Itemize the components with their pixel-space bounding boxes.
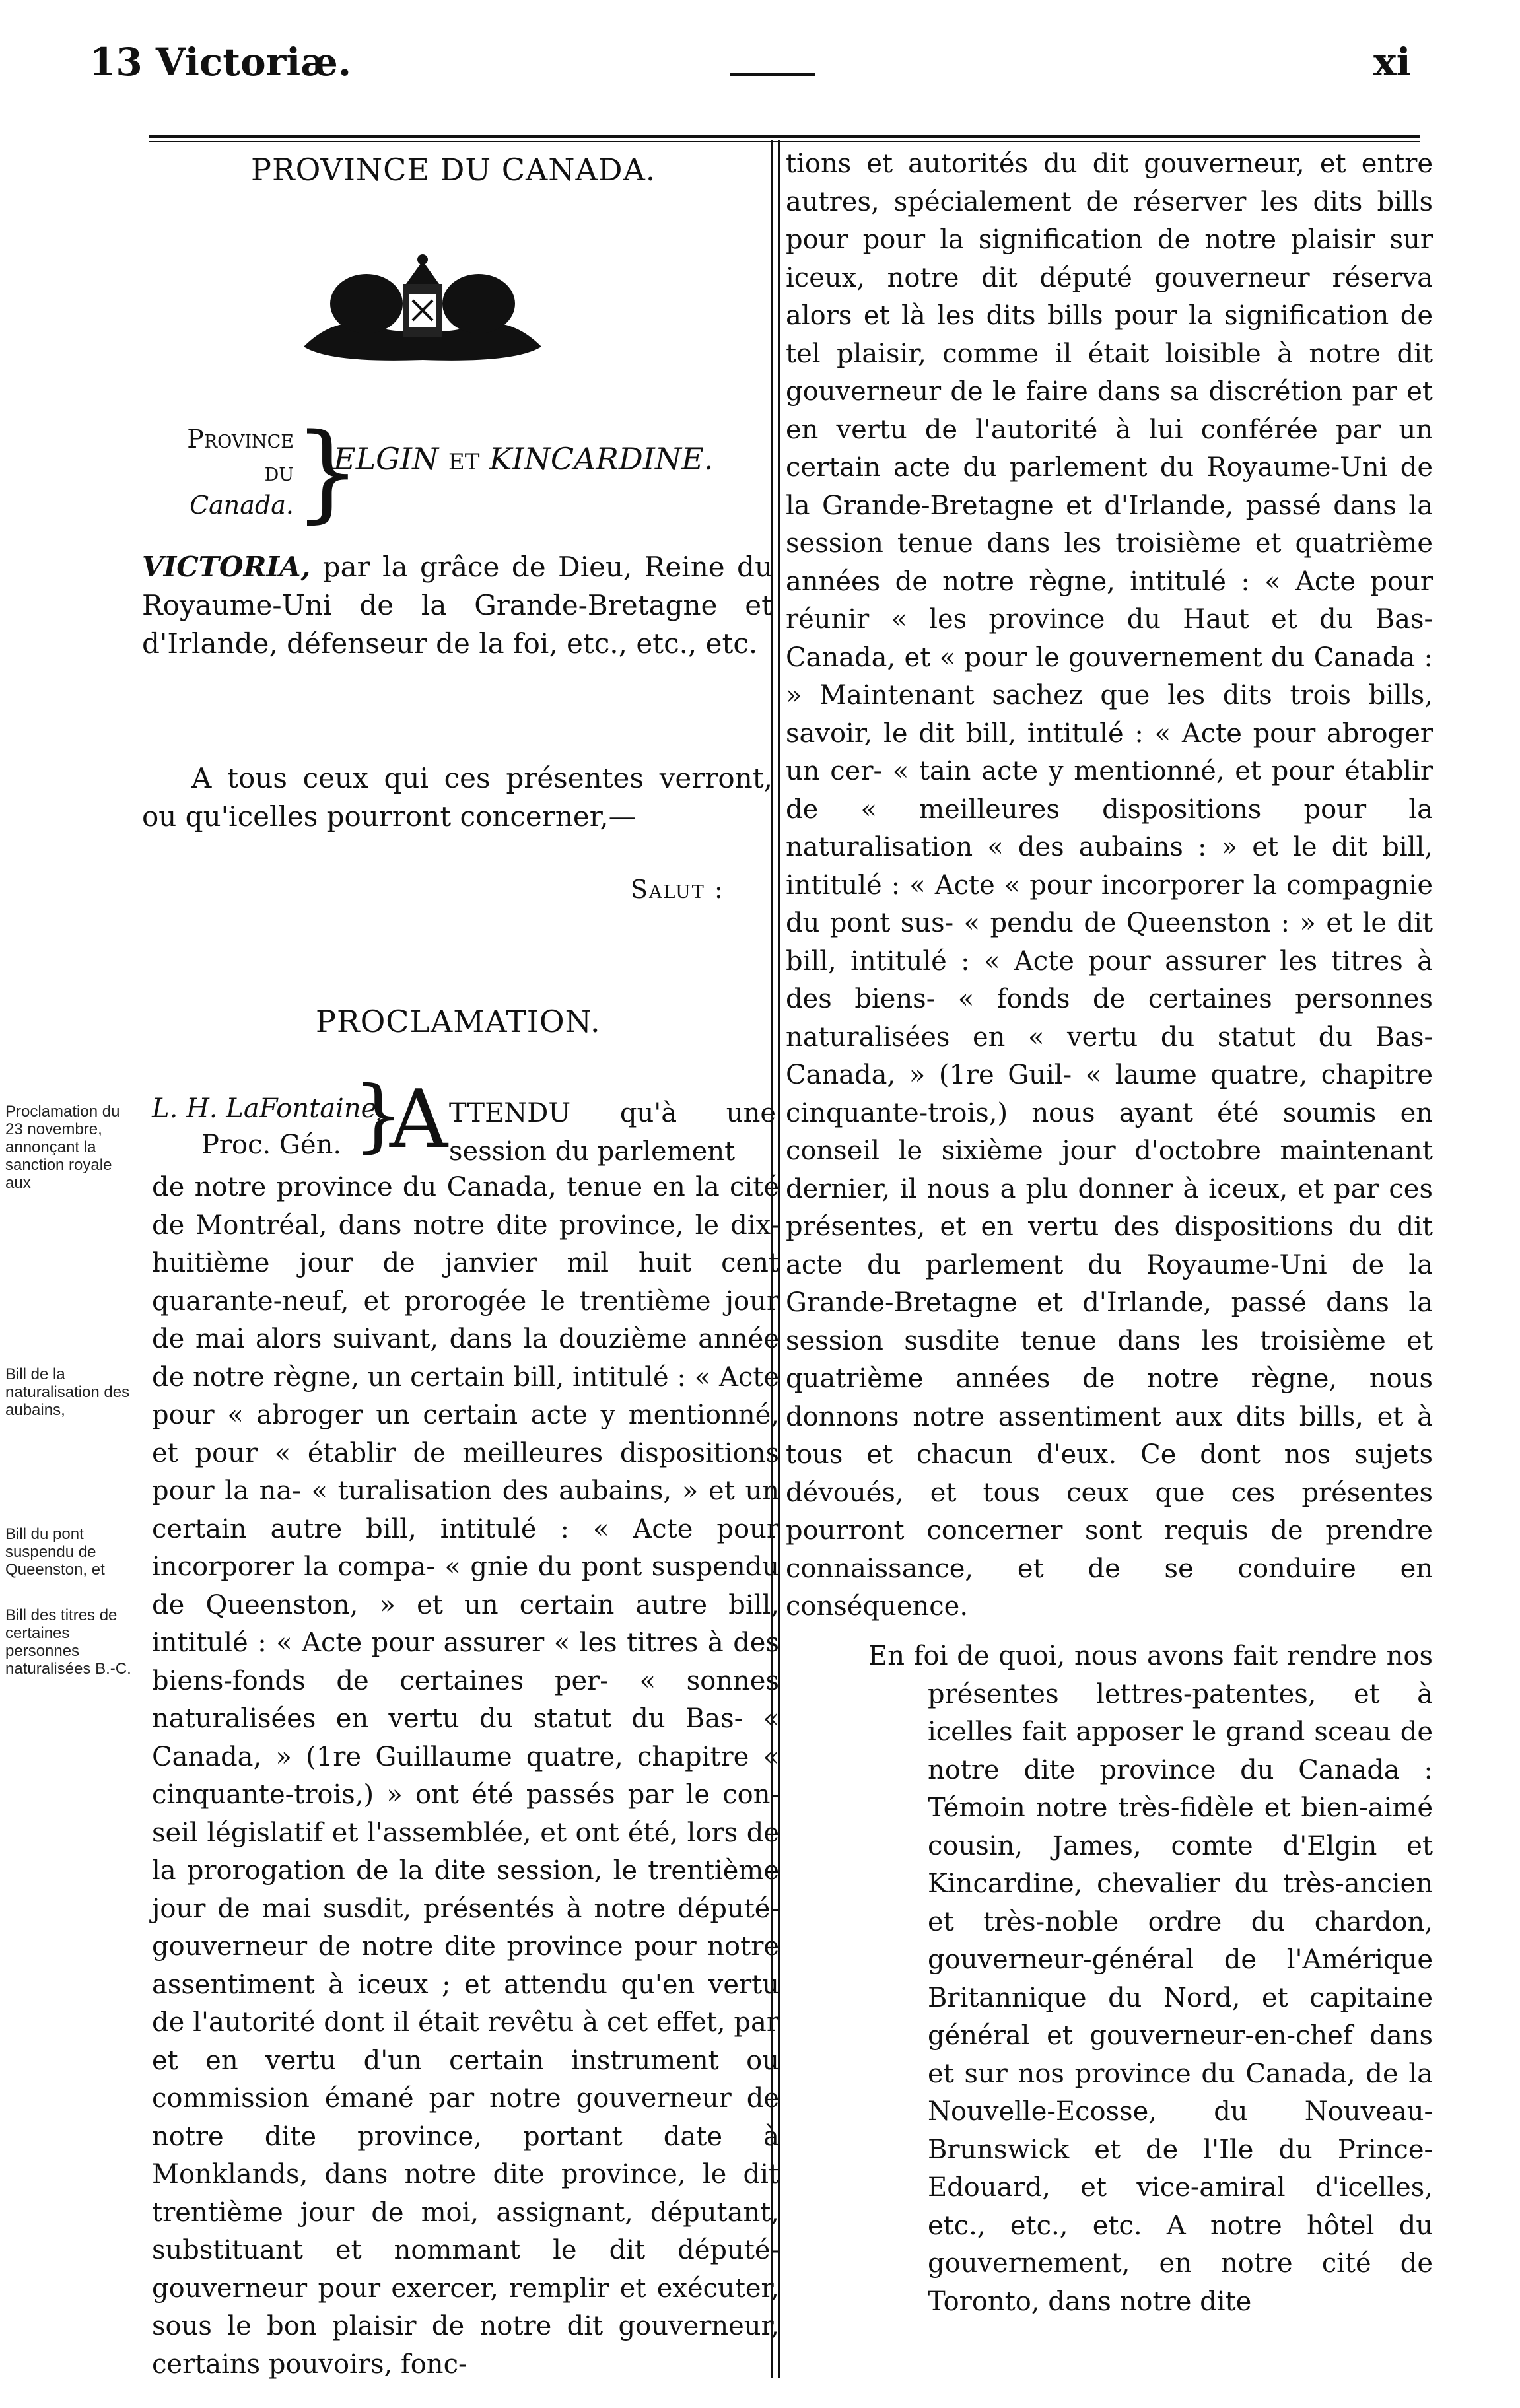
province-line-1: Province	[187, 425, 294, 454]
victoria-lead: VICTORIA,	[142, 551, 311, 583]
margin-note-naturalisation: Bill de la naturalisation des aubains,	[5, 1365, 130, 1419]
margin-note-titres: Bill des titres de certaines personnes naturalisées B.-C.	[5, 1606, 131, 1678]
elgin-et: ET	[448, 449, 480, 475]
governor-titles	[333, 441, 713, 477]
page-title: PROVINCE DU CANADA.	[251, 152, 656, 188]
province-line-3: Canada.	[190, 491, 294, 520]
signature-block	[152, 1091, 385, 1163]
signature-brace: }	[353, 1070, 404, 1161]
drop-cap: A	[390, 1072, 448, 1166]
top-double-rule-lower	[149, 141, 1420, 142]
header-dash	[730, 73, 815, 76]
margin-note-queenston: Bill du pont suspendu de Queenston, et	[5, 1525, 105, 1579]
attendu-first-lines: TTENDU qu'à une session du parlement	[449, 1098, 776, 1167]
victoria-paragraph	[142, 548, 773, 663]
right-column-body: tions et autorités du dit gouverneur, et entre autres, spécialement de réserver les dits bills pour pour la signification de notre plaisir sur iceux, notre dit député gouverneur réserva alors et là les dits bills pour la signification de tel plaisir, comme il était loisible à notre dit gouverneur de le faire dans sa discrétion par et en vertu de l'autorité à lui conférée par un certain acte du parlement du Royaume-Uni de la Grande-Bretagne et d'Irlande, passé dans la session tenue dans les troisième et quatrième années de notre règne, intitulé : « Acte pour réunir « les province du Haut et du Bas-Canada, et « pour le gouvernement du Canada : » Maintenant sachez que les dits trois bills, savoir, le dit bill, intitulé : « Acte pour abroger un cer- « tain acte y mentionné, et pour établir de « meilleures dispositions pour la naturalisation « des aubains : » et le dit bill, intitulé : « Acte « pour incorporer la compagnie du pont sus- « pendu de Queenston : » et le dit bill, intitulé : « Acte pour assurer les titres à des biens- « fonds de certaines personnes naturalisées en « vertu du statut du Bas-Canada, » (1re Guil- « laume quatre, chapitre cinquante-trois,) nous ayant été soumis en conseil le sixième jour d'octobre maintenant dernier, il nous a plu donner à iceux, et par ces présentes, et en vertu des dispositions du dit acte du parlement du Royaume-Uni de la Grande-Bretagne et d'Irlande, passé dans la session susdite tenue dans les troisième et quatrième années de notre règne, nous donnons notre assentiment aux dits bills, et à tous et chacun d'eux. Ce dont nos sujets dévoués, et tous ceux que ces présentes pourront concerner sont requis de prendre connaissance, et de se conduire en conséquence.	[786, 149, 1433, 1622]
signature-title: Proc. Gén.	[201, 1130, 342, 1160]
left-column-body: de notre province du Canada, tenue en la cité de Montréal, dans notre dite province, le dix-huitième jour de janvier mil huit cent quarante-neuf, et prorogée le trentième jour de mai alors suivant, dans la douzième année de notre règne, un certain bill, intitulé : « Acte pour « abroger un certain acte y mentionné, et pour « établir de meilleures dispositions pour la na- « turalisation des aubains, » et un certain autre bill, intitulé : « Acte pour incorporer la compa- « gnie du pont suspendu de Queenston, » et un certain autre bill, intitulé : « Acte pour assurer « les titres à des biens-fonds de certaines per- « sonnes naturalisées en vertu du statut du Bas- « Canada, » (1re Guillaume quatre, chapitre « cinquante-trois,) » ont été passés par le con- seil législatif et l'assemblée, et ont été, lors de la prorogation de la dite session, le trentième jour de mai susdit, présentés à notre député-gouverneur de notre dite province pour notre assentiment à iceux ; et attendu qu'en vertu de l'autorité dont il était revêtu à cet effet, par et en vertu d'un certain instrument ou commission émané par notre gouverneur de notre dite province, portant date à Monklands, dans notre dite province, le dit trentième jour de moi, assignant, députant, substituant et nommant le dit député-gouverneur pour exercer, remplir et exécuter, sous le bon plaisir de notre dit gouverneur, certains pouvoirs, fonc-	[152, 1172, 779, 2380]
top-double-rule	[149, 135, 1420, 138]
margin-note-proclamation: Proclamation du 23 novembre, annonçant la sanction royale aux	[5, 1103, 120, 1192]
salut: Salut :	[631, 875, 724, 904]
tous-paragraph: A tous ceux qui ces présentes verront, ou qu'icelles pourront concerner,—	[142, 762, 773, 833]
signature-name: L. H. LaFontaine,	[152, 1093, 385, 1124]
brace: }	[294, 410, 361, 533]
kincardine: KINCARDINE.	[489, 441, 714, 477]
elgin: ELGIN	[333, 441, 439, 477]
province-block	[142, 423, 294, 522]
royal-coat-of-arms	[297, 248, 548, 370]
proclamation-title: PROCLAMATION.	[316, 1004, 601, 1039]
page-number: xi	[1373, 40, 1411, 85]
witness-clause	[868, 1611, 1433, 2347]
victoria-text: par la grâce de Dieu, Reine du Royaume-Uni de la Grande-Bretagne et d'Irlande, défenseur de la foi, etc., etc., etc.	[142, 551, 773, 660]
running-head-regnal-year: 13 Victoriæ.	[89, 40, 352, 85]
witness-text: En foi de quoi, nous avons fait rendre nos présentes lettres-patentes, et à icelles fait apposer le grand sceau de notre dite province du Canada : Témoin notre très-fidèle et bien-aimé cousin, James, comte d'Elgin et Kincardine, chevalier du très-ancien et très-noble ordre du chardon, gouverneur-général de l'Amérique Britannique du Nord, et capitaine général et gouverneur-en-chef dans et sur nos province du Canada, de la Nouvelle-Ecosse, du Nouveau-Brunswick et de l'Ile du Prince-Edouard, et vice-amiral d'icelles, etc., etc., etc. A notre hôtel du gouvernement, en notre cité de Toronto, dans notre dite	[868, 1641, 1433, 2317]
province-line-2: du	[264, 458, 294, 487]
